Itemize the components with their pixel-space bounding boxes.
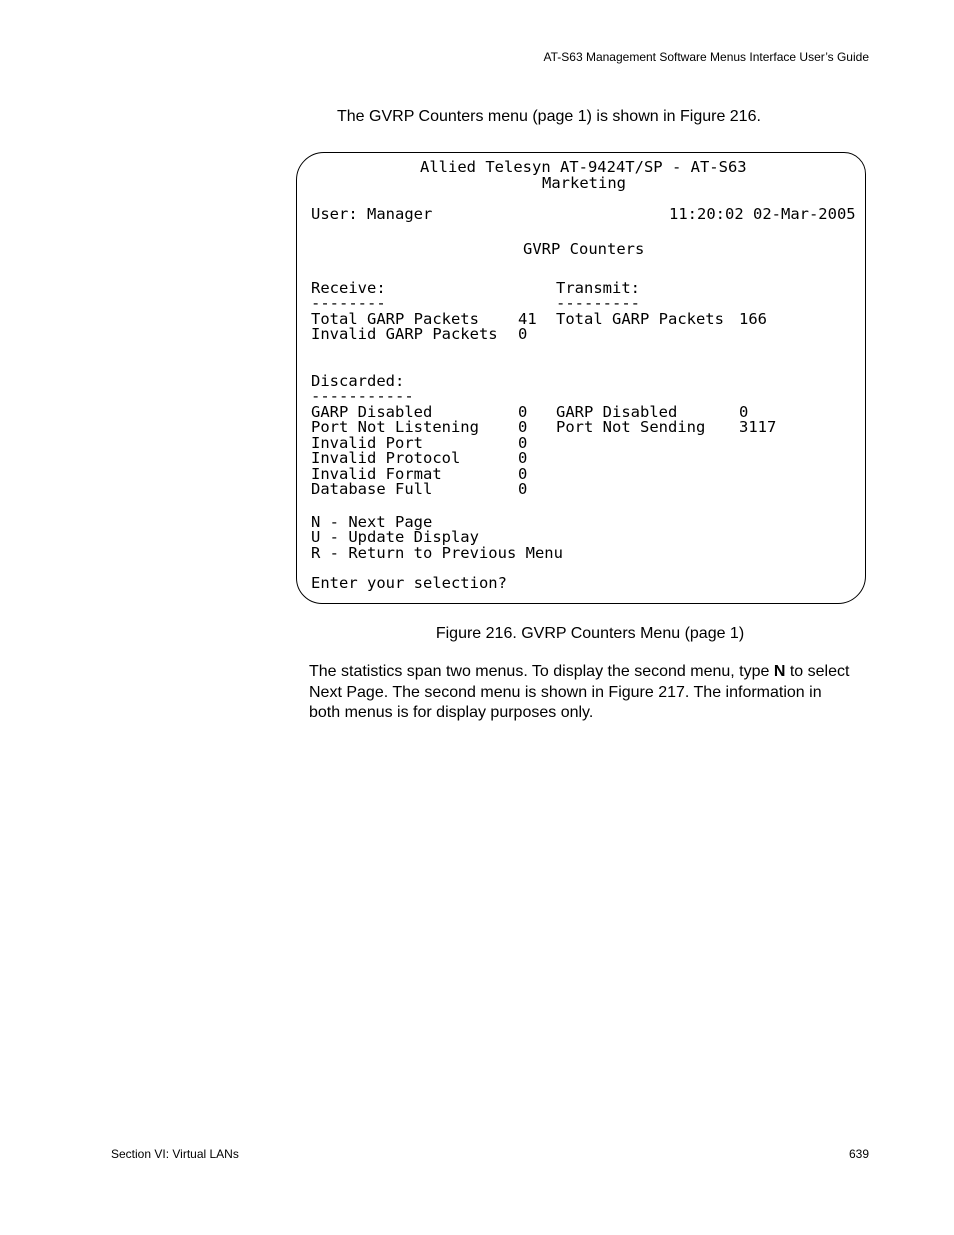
discarded-receive-value: 0 — [518, 403, 528, 421]
body-text-part-1: The statistics span two menus. To display the second menu, type — [309, 663, 774, 680]
discarded-receive-label: GARP Disabled — [311, 403, 433, 421]
receive-row-value: 41 — [518, 310, 537, 328]
menu-option-return: R - Return to Previous Menu — [311, 544, 563, 562]
intro-text: The GVRP Counters menu (page 1) is shown in Figure 216. — [337, 108, 761, 125]
receive-row-label: Total GARP Packets — [311, 310, 479, 328]
menu-option-next-page: N - Next Page — [311, 513, 433, 531]
footer-page-number: 639 — [848, 1147, 869, 1161]
running-header: AT-S63 Management Software Menus Interface User’s Guide — [543, 50, 869, 64]
terminal-screen — [296, 152, 866, 604]
discarded-transmit-label: Port Not Sending — [556, 418, 706, 436]
discarded-receive-value: 0 — [518, 434, 528, 452]
discarded-receive-label: Invalid Port — [311, 434, 423, 452]
receive-rule: -------- — [311, 294, 386, 312]
discarded-receive-label: Invalid Format — [311, 465, 442, 483]
figure-caption: Figure 216. GVRP Counters Menu (page 1) — [435, 625, 745, 642]
body-bold-key: N — [773, 663, 786, 680]
discarded-receive-label: Database Full — [311, 480, 433, 498]
receive-row-value: 0 — [518, 325, 528, 343]
transmit-row-value: 166 — [739, 310, 767, 328]
selection-prompt: Enter your selection? — [311, 574, 507, 592]
transmit-header: Transmit: — [556, 279, 640, 297]
menu-title: GVRP Counters — [523, 240, 645, 258]
discarded-receive-label: Invalid Protocol — [311, 449, 461, 467]
transmit-row-label: Total GARP Packets — [556, 310, 724, 328]
body-text-part-2: to select Next Page. The second menu is shown in Figure 217. The information in both menus is for display purposes only. — [309, 663, 850, 721]
discarded-transmit-value: 0 — [739, 403, 749, 421]
user-label: User: Manager — [311, 205, 433, 223]
discarded-receive-value: 0 — [518, 465, 528, 483]
menu-option-update-display: U - Update Display — [311, 528, 479, 546]
receive-header: Receive: — [311, 279, 386, 297]
discarded-transmit-label: GARP Disabled — [556, 403, 678, 421]
discarded-receive-value: 0 — [518, 418, 528, 436]
discarded-receive-value: 0 — [518, 449, 528, 467]
transmit-rule: --------- — [556, 294, 640, 312]
discarded-receive-value: 0 — [518, 480, 528, 498]
discarded-header: Discarded: — [311, 372, 405, 390]
discarded-transmit-value: 3117 — [739, 418, 777, 436]
banner-line-1: Allied Telesyn AT-9424T/SP - AT-S63 — [420, 158, 747, 176]
discarded-rule: ----------- — [311, 387, 414, 405]
receive-row-label: Invalid GARP Packets — [311, 325, 498, 343]
body-paragraph — [309, 662, 854, 724]
banner-line-2: Marketing — [542, 174, 626, 192]
discarded-receive-label: Port Not Listening — [311, 418, 479, 436]
footer-section: Section VI: Virtual LANs — [111, 1147, 239, 1161]
timestamp: 11:20:02 02-Mar-2005 — [669, 205, 856, 223]
